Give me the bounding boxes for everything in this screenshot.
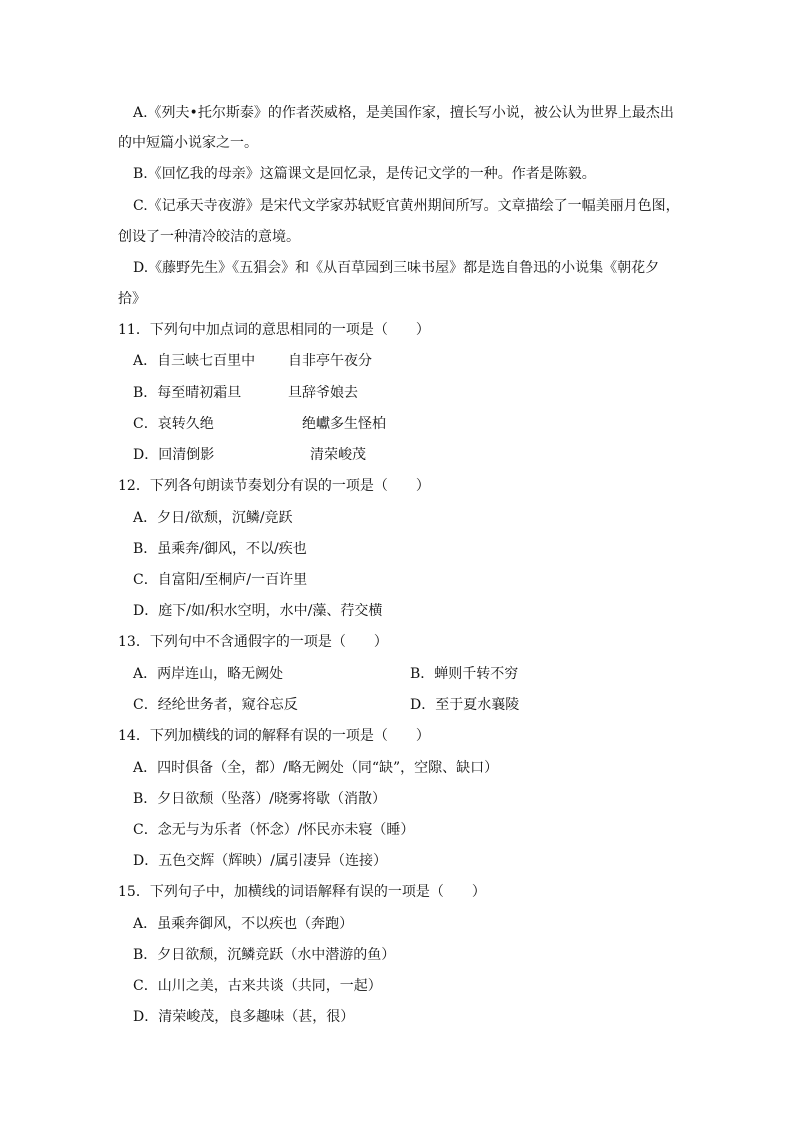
q10-option-c-line2: 创设了一种清冷皎洁的意境。	[118, 229, 300, 245]
q13-stem: 13．下列句中不含通假字的一项是（ ）	[118, 634, 388, 650]
q14-option-a: A．四时俱备（全，都）/略无阙处（同“缺”，空隙、缺口）	[133, 760, 499, 776]
q11-b-right: 旦辞爷娘去	[288, 385, 358, 401]
q12-option-c: C．自富阳/至桐庐/一百许里	[133, 572, 308, 588]
q15-option-c: C．山川之美，古来共谈（共同，一起）	[133, 978, 382, 994]
option-label: B．	[133, 385, 158, 401]
q12-option-b: B．虽乘奔/御风，不以/疾也	[133, 541, 307, 557]
q11-d-left: 回清倒影	[158, 447, 215, 463]
q11-d-right: 清荣峻茂	[310, 447, 366, 463]
q14-stem: 14．下列加横线的词的解释有误的一项是（ ）	[118, 728, 430, 744]
q15-stem: 15．下列句子中，加横线的词语解释有误的一项是（ ）	[118, 884, 486, 900]
option-label: A．	[133, 353, 158, 369]
q12-option-a: A．夕日/欲颓，沉鳞/竞跃	[133, 510, 293, 526]
q13-option-b: B．蝉则千转不穷	[410, 666, 519, 682]
q14-option-b: B．夕日欲颓（坠落）/晓雾将歇（消散）	[133, 791, 387, 807]
q10-option-a-line1: A.《列夫•托尔斯泰》的作者茨威格，是美国作家，擅长写小说，被公认为世界上最杰出	[133, 105, 674, 121]
q11-a-right: 自非亭午夜分	[288, 353, 372, 369]
option-label: D．	[133, 447, 159, 463]
q11-option-b	[133, 383, 241, 403]
q14-option-d: D．五色交辉（辉映）/属引凄异（连接）	[133, 853, 387, 869]
q15-option-d: D．清荣峻茂，良多趣味（甚，很）	[133, 1009, 355, 1025]
q11-option-d	[133, 445, 214, 465]
q14-option-c: C．念无与为乐者（怀念）/怀民亦未寝（睡）	[133, 822, 415, 838]
q12-option-d: D．庭下/如/积水空明，水中/藻、荇交横	[133, 603, 383, 619]
q10-option-c-line1: C.《记承天寺夜游》是宋代文学家苏轼贬官黄州期间所写。文章描绘了一幅美丽月色图，	[133, 198, 680, 214]
q13-option-a: A．两岸连山，略无阙处	[133, 666, 284, 682]
q15-option-b: B．夕日欲颓，沉鳞竞跃（水中潜游的鱼）	[133, 947, 396, 963]
q15-option-a: A．虽乘奔御风，不以疾也（奔跑）	[133, 916, 354, 932]
q12-stem: 12．下列各句朗读节奏划分有误的一项是（ ）	[118, 478, 430, 494]
q13-option-d: D．至于夏水襄陵	[410, 697, 520, 713]
q10-option-a-line2: 的中短篇小说家之一。	[118, 135, 258, 151]
q10-option-d-line2: 拾》	[118, 291, 146, 307]
q11-option-c	[133, 414, 214, 434]
q11-c-right: 绝巘多生怪柏	[302, 416, 386, 432]
q10-option-d-line1: D.《藤野先生》《五猖会》和《从百草园到三味书屋》都是选自鲁迅的小说集《朝花夕	[133, 260, 660, 276]
q11-b-left: 每至晴初霜旦	[157, 385, 242, 401]
q11-a-left: 自三峡七百里中	[157, 353, 256, 369]
q13-option-c: C．经纶世务者，窥谷忘反	[133, 697, 298, 713]
q11-stem: 11．下列句中加点词的意思相同的一项是（ ）	[118, 322, 430, 338]
option-label: C．	[133, 416, 158, 432]
q11-option-a	[133, 351, 255, 371]
q10-option-b: B.《回忆我的母亲》这篇课文是回忆录，是传记文学的一种。作者是陈毅。	[133, 166, 596, 182]
q11-c-left: 哀转久绝	[157, 416, 214, 432]
